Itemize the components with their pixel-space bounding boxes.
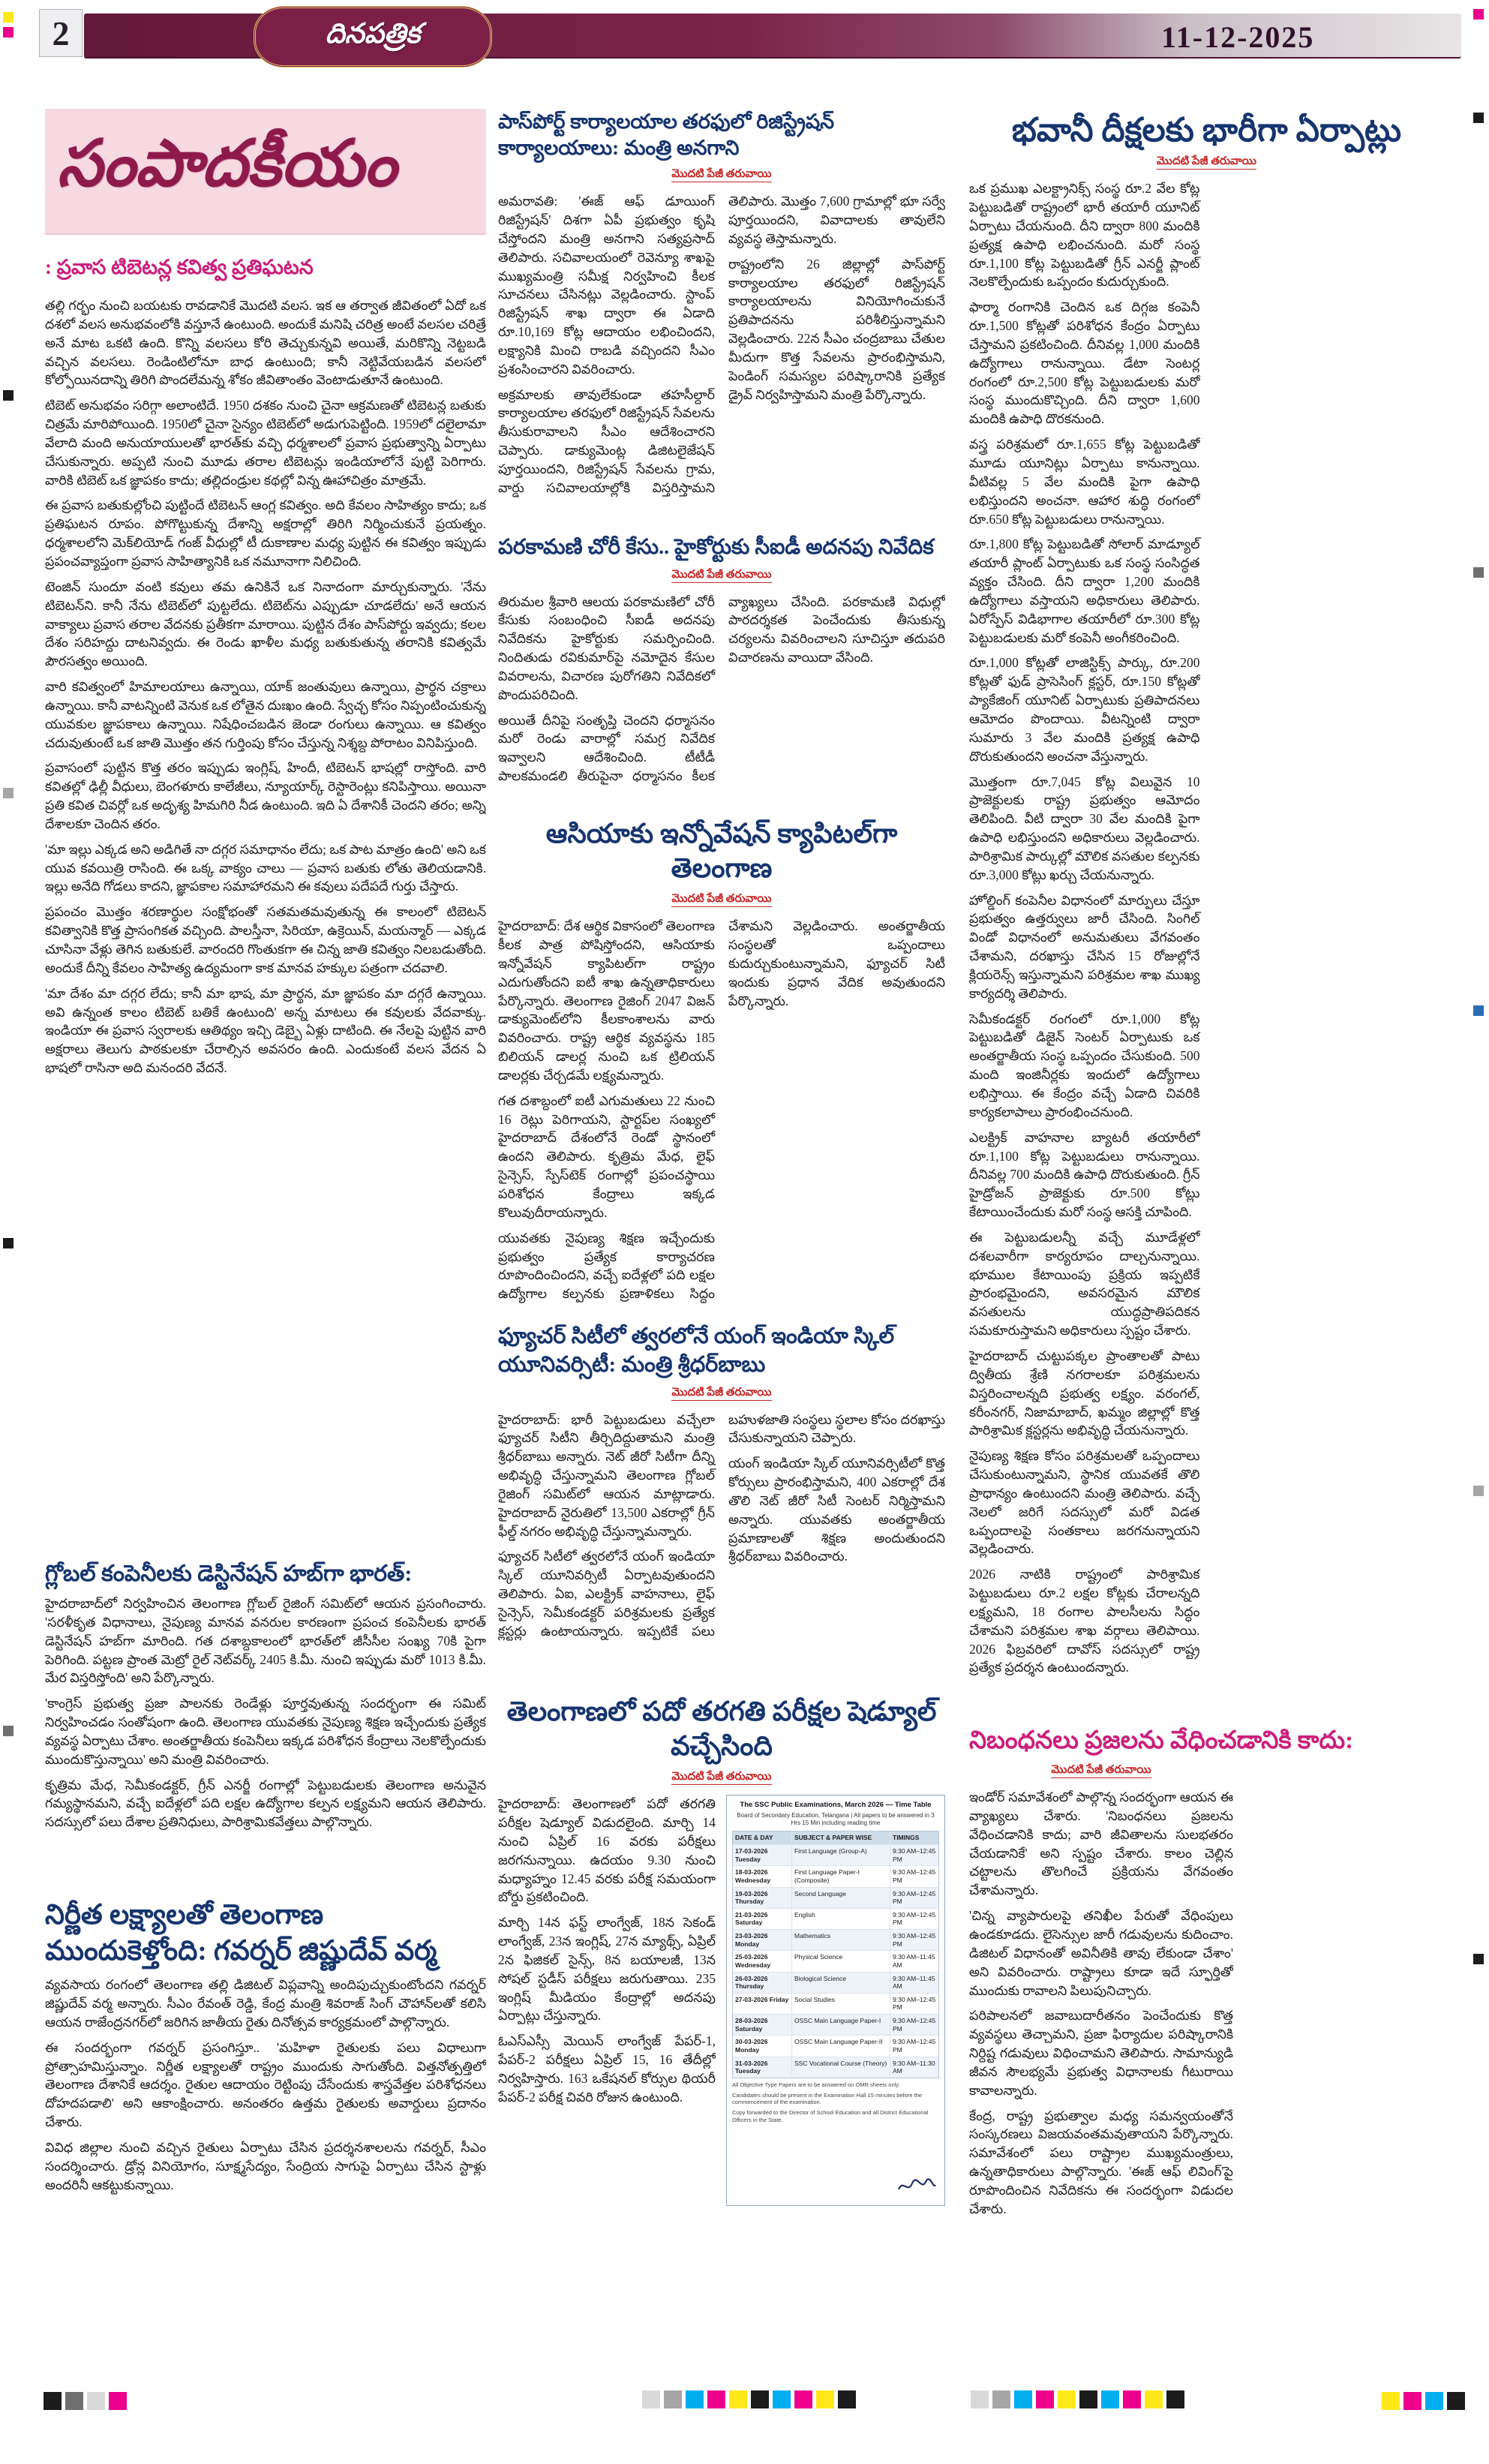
article-body	[498, 1411, 945, 1675]
paragraph: తిరుమల శ్రీవారి ఆలయ పరకామణిలో చోరీ కేసుకు సంబంధించి సీఐడీ అదనపు నివేదికను హైకోర్టుకు సమర్పించింది. నిందితుడు రవికుమార్‌పై నమోదైన కేసుల వివరాలను, విచారణ పురోగతిని నివేదికలో పొందుపరిచింది.	[498, 593, 715, 702]
signature-mark	[896, 2176, 937, 2199]
registration-mark	[1473, 113, 1484, 127]
continuation-byline-text: మొదటి పేజీ తరువాయి	[671, 1387, 771, 1401]
continuation-byline-text: మొదటి పేజీ తరువాయి	[671, 168, 771, 182]
paragraph: నైపుణ్య శిక్షణ కోసం పరిశ్రమలతో ఒప్పందాలు చేసుకుంటున్నామని, స్థానిక యువతకే తొలి ప్రాధాన్యం ఉంటుందని మంత్రి తెలిపారు. వచ్చే నెలలో జరిగే సదస్సులో మరో విడత ఒప్పందాలపై సంతకాలు జరగనున్నాయని వెల్లడించారు.	[969, 1448, 1200, 1557]
paragraph: అమరావతి: 'ఈజ్ ఆఫ్ డూయింగ్ రిజిస్ట్రేషన్' దిశగా ఏపీ ప్రభుత్వం కృషి చేస్తోందని మంత్రి అనగాని సత్యప్రసాద్ తెలిపారు. సచివాలయంలో రెవెన్యూ శాఖపై ముఖ్యమంత్రి సమీక్ష నిర్వహించి కీలక సూచనలు చేసినట్లు వెల్లడించారు. స్టాంప్ రిజిస్ట్రేషన్ శాఖ ద్వారా ఈ ఏడాది రూ.10,169 కోట్ల ఆదాయం లభించిందని, లక్ష్యానికి మించి రాబడి వచ్చిందని సీఎం ప్రశంసించారని వివరించారు.	[498, 194, 715, 377]
paragraph: యంగ్ ఇండియా స్కిల్ యూనివర్సిటీలో కొత్త కోర్సులు ప్రారంభిస్తామని, 400 ఎకరాల్లో దేశ తొలి నెట్ జీరో సిటీ సెంటర్ నిర్మిస్తామని అన్నారు. యువతకు అంతర్జాతీయ ప్రమాణాలతో శిక్షణ అందుతుందని శ్రీధర్‌బాబు వివరించారు.	[728, 1456, 945, 1564]
table-row	[733, 1909, 938, 1930]
ssc-content-row	[498, 1795, 945, 2212]
paragraph: ఎలక్ట్రిక్ వాహనాల బ్యాటరీ తయారీలో రూ.1,100 కోట్ల పెట్టుబడులు రానున్నాయి. దీనివల్ల 700 మందికి ఉపాధి దొరుకుతుంది. గ్రీన్ హైడ్రోజన్ ప్రాజెక్టుకు రూ.500 కోట్లు కేటాయించేందుకు మరో సంస్థ ఆసక్తి చూపింది.	[969, 1129, 1200, 1220]
newspaper-logo-text: దినపత్రిక	[325, 18, 421, 50]
article-body	[498, 917, 945, 1303]
table-row	[733, 2036, 938, 2057]
article-heading: పరకామణి చోరీ కేసు.. హైకోర్టుకు సీఐడీ అదనపు నివేదిక	[498, 536, 934, 560]
article-body-governor	[45, 1976, 486, 2270]
continuation-byline-text: మొదటి పేజీ తరువాయి	[1051, 1764, 1151, 1778]
table-cell: 26-03-2026 Thursday	[735, 1974, 768, 1991]
table-cell: 9:30 AM–12:45 PM	[893, 1889, 936, 1906]
paragraph: 'మా దేశం మా దగ్గర లేదు; కానీ మా భాష, మా ప్రార్థన, మా జ్ఞాపకం మా దగ్గరే ఉన్నాయి. అవి ఉన్నంత కాలం టిబెట్ బతికే ఉంటుంది' అన్న మాటలు ఈ కవులకు వేదవాక్కు. ఇండియా ఈ ప్రవాస స్వరాలకు ఆతిథ్యం ఇచ్చి డెబ్బై ఏళ్లు దాటింది. ఈ నేలపై పుట్టిన వారి అక్షరాలు తెలుగు పాఠకులకూ చేరాల్సిన అవసరం ఉంది. ఎందుకంటే వలస వేదన ఏ భాషలో రాసినా అది మనందరి వేదనే.	[45, 985, 486, 1076]
paragraph: 'కాంగ్రెస్ ప్రభుత్వ ప్రజా పాలనకు రెండేళ్లు పూర్తవుతున్న సందర్భంగా ఈ సమిట్ నిర్వహించడం సంతోషంగా ఉంది. తెలంగాణ యువతకు నైపుణ్య శిక్షణ ఇచ్చేందుకు ప్రత్యేక వ్యవస్థ ఏర్పాటు చేశాం. అంతర్జాతీయ కంపెనీలు ఇక్కడ పరిశోధన కేంద్రాలు నెలకొల్పేందుకు ముందుకొస్తున్నాయి' అని మంత్రి వివరించారు.	[45, 1696, 486, 1767]
paragraph: అయితే దీనిపై సంతృప్తి చెందని ధర్మాసనం మరో రెండు వారాల్లో సమగ్ర నివేదిక ఇవ్వాలని ఆదేశించింది. టీటీడీ పాలకమండలి తీరుపైనా ధర్మాసనం కీలక వ్యాఖ్యలు చేసింది. పరకామణి విధుల్లో పారదర్శకత పెంచేందుకు తీసుకున్న చర్యలను వివరించాలని సూచిస్తూ తదుపరి విచారణను వాయిదా వేసింది.	[498, 593, 945, 784]
article-body	[498, 1795, 716, 2212]
paragraph: ఒక ప్రముఖ ఎలక్ట్రానిక్స్ సంస్థ రూ.2 వేల కోట్ల పెట్టుబడితో రాష్ట్రంలో భారీ తయారీ యూనిట్ ఏర్పాటు చేయనుంది. దీని ద్వారా 800 మందికి ప్రత్యక్ష ఉపాధి లభించనుంది. మరో సంస్థ రూ.1,100 కోట్ల పెట్టుబడితో గ్రీన్ ఎనర్జీ ప్లాంట్ నెలకొల్పేందుకు ఒప్పందం కుదుర్చుకుంది.	[969, 181, 1200, 290]
paragraph: మొత్తంగా రూ.7,045 కోట్ల విలువైన 10 ప్రాజెక్టులకు రాష్ట్ర ప్రభుత్వం ఆమోదం తెలిపింది. వీటి ద్వారా 30 వేల మందికి పైగా ఉపాధి లభిస్తుందని అధికారులు వెల్లడించారు. పారిశ్రామిక పార్కుల్లో మౌలిక వసతుల కల్పనకు రూ.3,000 కోట్లు ఖర్చు చేయనున్నారు.	[969, 774, 1200, 882]
table-cell: 9:30 AM–11:45 AM	[893, 1953, 935, 1969]
editorial-column	[45, 109, 486, 2270]
paragraph: మార్చి 14న ఫస్ట్ లాంగ్వేజ్, 18న సెకండ్ లాంగ్వేజ్, 23న ఇంగ్లిష్, 27న మ్యాథ్స్, ఏప్రిల్ 2న ఫిజికల్ సైన్స్, 8న బయాలజీ, 13న సోషల్ స్టడీస్ పరీక్షలు జరుగుతాయి. 235 ఇంగ్లిష్ మీడియం కేంద్రాల్లో అదనపు ఏర్పాట్లు చేస్తున్నారు.	[498, 1915, 716, 2024]
paragraph: వ్యవసాయ రంగంలో తెలంగాణ తల్లి డిజిటల్ విప్లవాన్ని అందిపుచ్చుకుంటోందని గవర్నర్ జిష్ణుదేవ్ వర్మ అన్నారు. సీఎం రేవంత్ రెడ్డి, కేంద్ర మంత్రి శివరాజ్ సింగ్ చౌహాన్‌లతో కలిసి ఆయన రాజేంద్రనగర్‌లో జరిగిన జాతీయ రైతు దినోత్సవ కార్యక్రమంలో పాల్గొన్నారు.	[45, 1977, 486, 2030]
paragraph: ఈ ప్రవాస బతుకుల్లోంచి పుట్టిందే టిబెటన్ ఆంగ్ల కవిత్వం. అది కేవలం సాహిత్యం కాదు; ఒక ప్రతిఘటన రూపం. పోగొట్టుకున్న దేశాన్ని అక్షరాల్లో తిరిగి నిర్మించుకునే ప్రయత్నం. ధర్మశాలలోని మెక్‌లియోడ్ గంజ్ వీధుల్లో టీ దుకాణాల మధ్య పుట్టిన ఈ కవిత్వం ఇప్పుడు ప్రపంచవ్యాప్తంగా ప్రవాస సాహిత్యానికి ఒక నమూనాగా నిలిచింది.	[45, 497, 486, 569]
article-body	[498, 593, 945, 797]
article-innovation-capital	[498, 816, 945, 1304]
article-ssc-schedule	[498, 1694, 945, 2213]
table-cell: First Language (Group-A)	[791, 1845, 890, 1865]
paragraph: 2026 నాటికి రాష్ట్రంలో పారిశ్రామిక పెట్టుబడులు రూ.2 లక్షల కోట్లకు చేరాలన్నది లక్ష్యమని, 18 రంగాల పాలసీలను సిద్ధం చేశామని పరిశ్రమల శాఖ వర్గాలు తెలిపాయి. 2026 ఫిబ్రవరిలో దావోస్ సదస్సులో రాష్ట్ర ప్రత్యేక ప్రదర్శన ఉంటుందన్నారు.	[969, 1567, 1200, 1675]
paragraph: రూ.1,000 కోట్లతో లాజిస్టిక్స్ పార్కు, రూ.200 కోట్లతో ఫుడ్ ప్రాసెసింగ్ క్లస్టర్, రూ.150 కోట్లతో ప్యాకేజింగ్ యూనిట్ ఏర్పాటుకు ప్రతిపాదనలు ఆమోదం పొందాయి. వీటన్నింటి ద్వారా సుమారు 3 వేల మందికి ప్రత్యక్ష ఉపాధి దొరుకుతుందని అంచనా వేస్తున్నారు.	[969, 655, 1200, 764]
registration-mark	[3, 12, 14, 26]
paragraph: హైదరాబాద్: దేశ ఆర్థిక వికాసంలో తెలంగాణ కీలక పాత్ర పోషిస్తోందని, ఆసియాకు ఇన్నోవేషన్ క్యాపిటల్‌గా రాష్ట్రం ఎదుగుతోందని ఐటీ శాఖ ఉన్నతాధికారులు పేర్కొన్నారు. తెలంగాణ రైజింగ్ 2047 విజన్ డాక్యుమెంట్‌లోని కీలకాంశాలను వారు వివరించారు. రాష్ట్ర ఆర్థిక వ్యవస్థను 185 బిలియన్ డాలర్ల నుంచి ఒక ట్రిలియన్ డాలర్లకు చేర్చడమే లక్ష్యమన్నారు.	[498, 918, 715, 1083]
paragraph: 'చిన్న వ్యాపారులపై తనిఖీల పేరుతో వేధింపులు ఉండకూడదు. లైసెన్సుల జారీ గడువులను కుదించాం. డిజిటల్ విధానంతో అవినీతికి తావు లేకుండా చేశాం' అని వివరించారు. రాష్ట్రాలు కూడా ఇదే స్ఫూర్తితో ముందుకు రావాలని పిలుపునిచ్చారు.	[969, 1908, 1233, 1998]
table-cell: 25-03-2026 Wednesday	[735, 1953, 771, 1969]
table-cell: OSSC Main Language Paper-I	[791, 2015, 890, 2035]
paragraph: ఈ సందర్భంగా గవర్నర్ ప్రసంగిస్తూ.. 'మహిళా రైతులకు పలు విధాలుగా ప్రోత్సాహమిస్తున్నాం. నిర్ణీత లక్ష్యాలతో రాష్ట్రం ముందుకు సాగుతోంది. విత్తనోత్పత్తిలో తెలంగాణ దేశానికే ఆదర్శం. రైతుల ఆదాయం రెట్టింపు చేసేందుకు శాస్త్రవేత్తల పరిశోధనలు దోహదపడాలి' అని ఆకాంక్షించారు. అనంతరం ఉత్తమ రైతులకు అవార్డులు ప్రదానం చేశారు.	[45, 2039, 486, 2130]
right-column	[969, 109, 1444, 2313]
paragraph: అక్రమాలకు తావులేకుండా తహసీల్దార్ కార్యాలయాల తరఫులో రిజిస్ట్రేషన్ సేవలను తీసుకురావాలని సీఎం ఆదేశించారని చెప్పారు. డాక్యుమెంట్ల డిజిటలైజేషన్ పూర్తయిందని, రిజిస్ట్రేషన్ సేవలను గ్రామ, వార్డు సచివాలయాల్లోకి విస్తరిస్తామని తెలిపారు. మొత్తం 7,600 గ్రామాల్లో భూ సర్వే పూర్తయిందని, వివాదాలకు తావులేని వ్యవస్థ తెస్తామన్నారు.	[498, 194, 945, 495]
registration-mark	[3, 1238, 14, 1252]
table-cell: Biological Science	[791, 1973, 890, 1993]
issue-date: 11-12-2025	[1161, 20, 1315, 54]
paragraph: 'మా ఇల్లు ఎక్కడ అని అడిగితే నా దగ్గర సమాధానం లేదు; ఒక పాట మాత్రం ఉంది' అని ఒక యువ కవయిత్రి రాసింది. ఈ ఒక్క వాక్యం చాలు — ప్రవాస బతుకు లోతు తెలియడానికి. ఇల్లు అనేది గోడలు కాదని, జ్ఞాపకాల సమాహారమని ఈ కవులు పదేపదే గుర్తు చేస్తారు.	[45, 841, 486, 894]
table-cell: Physical Science	[791, 1951, 890, 1971]
paragraph: Copy forwarded to the Director of School Education and all District Educational Officers in the State.	[732, 2109, 929, 2123]
article-body	[498, 192, 945, 515]
color-bar-center-left	[642, 2390, 856, 2408]
paragraph: టిబెట్ అనుభవం సరిగ్గా అలాంటిదే. 1950 దశకం నుంచి చైనా ఆక్రమణతో టిబెటన్ల బతుకు చిత్రమే మారిపోయింది. 1950లో చైనా సైన్యం టిబెట్‌లో అడుగుపెట్టింది. 1959లో దలైలామా వేలాది మంది అనుయాయులతో భారత్‌కు వచ్చి ధర్మశాలలో ప్రవాస ప్రభుత్వాన్ని ఏర్పాటు చేసుకున్నారు. అప్పటి నుంచి మూడు తరాల టిబెటన్లు ఇండియాలోనే పుట్టి పెరిగారు. వారికి టిబెట్ ఒక జ్ఞాపకం కాదు; తల్లిదండ్రుల కథల్లో విన్న ఊహాచిత్రం మాత్రమే.	[45, 398, 486, 488]
table-row	[733, 1845, 938, 1866]
table-cell: Social Studies	[791, 1994, 890, 2014]
continuation-byline-text: మొదటి పేజీ తరువాయి	[671, 1771, 771, 1785]
article-heading-regulations: నిబంధనలు ప్రజలను వేధించడానికి కాదు:	[969, 1727, 1354, 1755]
paragraph: ఫ్యూచర్ సిటీలో త్వరలోనే యంగ్ ఇండియా స్కిల్ యూనివర్సిటీ ఏర్పాటవుతుందని తెలిపారు. ఏఐ, ఎలక్ట్రిక్ వాహనాలు, లైఫ్ సైన్సెస్, సెమీకండక్టర్ పరిశ్రమలకు ప్రత్యేక క్లస్టర్లు ఉంటాయన్నారు. ఇప్పటికే పలు బహుళజాతి సంస్థలు స్థలాల కోసం దరఖాస్తు చేసుకున్నాయని చెప్పారు.	[498, 1411, 945, 1639]
paragraph: కృత్రిమ మేధ, సెమీకండక్టర్, గ్రీన్ ఎనర్జీ రంగాల్లో పెట్టుబడులకు తెలంగాణ అనువైన గమ్యస్థానమని, వచ్చే ఐదేళ్లలో పది లక్షల ఉద్యోగాల కల్పన లక్ష్యమని ఆయన తెలిపారు. సదస్సులో పలు దేశాల ప్రతినిధులు, పారిశ్రామికవేత్తలు పాల్గొన్నారు.	[45, 1777, 486, 1830]
table-cell: 17-03-2026 Tuesday	[735, 1847, 768, 1863]
exam-table-subtitle: Board of Secondary Education, Telangana | All papers to be answered in 3 Hrs 15 Min including reading time	[737, 1812, 935, 1827]
paragraph: హోల్డింగ్ కంపెనీల విధానంలో మార్పులు చేస్తూ ప్రభుత్వం ఉత్తర్వులు జారీ చేసింది. సింగిల్ విండో విధానంలో అనుమతులు వేగవంతం చేశామని, దరఖాస్తు చేసిన 15 రోజుల్లోనే క్లియరెన్స్ ఇస్తున్నామని పరిశ్రమల శాఖ ముఖ్య కార్యదర్శి తెలిపారు.	[969, 892, 1200, 1001]
editorial-masthead	[45, 109, 486, 235]
table-cell: First Language Paper-I (Composite)	[791, 1866, 890, 1886]
table-cell: 27-03-2026 Friday	[735, 1995, 789, 2003]
exam-timetable	[726, 1795, 945, 2206]
paragraph: సెమీకండక్టర్ రంగంలో రూ.1,000 కోట్ల పెట్టుబడితో డిజైన్ సెంటర్ ఏర్పాటుకు ఒక అంతర్జాతీయ సంస్థ ఒప్పందం చేసుకుంది. 500 మంది ఇంజినీర్లకు ఇందులో ఉద్యోగాలు లభిస్తాయి. ఈ కేంద్రం వచ్చే ఏడాది చివరికి కార్యకలాపాలు ప్రారంభించనుంది.	[969, 1011, 1200, 1119]
table-cell: Second Language	[791, 1888, 890, 1908]
exam-table-title: The SSC Public Examinations, March 2026 — Time Table	[740, 1801, 932, 1810]
continuation-byline	[498, 892, 945, 908]
registration-mark	[1473, 1005, 1484, 1020]
paragraph: వారి కవిత్వంలో హిమాలయాలు ఉన్నాయి, యాక్ జంతువులు ఉన్నాయి, ప్రార్థన చక్రాలు ఉన్నాయి. కానీ వాటన్నింటి వెనుక ఒక లోతైన దుఃఖం ఉంది. స్వేచ్ఛ కోసం నిప్పంటించుకున్న యువకుల జ్ఞాపకాలు ఉన్నాయి. నిషేధించబడిన జెండా రంగులు ఉన్నాయి. ఆ కవిత్వం చదువుతుంటే ఒక జాతి మొత్తం తన గుర్తింపు కోసం చేస్తున్న నిశ్శబ్ద పోరాటం వినిపిస్తుంది.	[45, 679, 486, 750]
table-cell: 18-03-2026 Wednesday	[735, 1868, 771, 1884]
paragraph: కేంద్ర, రాష్ట్ర ప్రభుత్వాల మధ్య సమన్వయంతోనే సంస్కరణలు విజయవంతమవుతాయని పేర్కొన్నారు. సమావేశంలో పలు రాష్ట్రాల ముఖ్యమంత్రులు, ఉన్నతాధికారులు పాల్గొన్నారు. 'ఈజ్ ఆఫ్ లివింగ్'పై రూపొందించిన నివేదికను ఈ సందర్భంగా విడుదల చేశారు.	[969, 2108, 1233, 2216]
paragraph: వివిధ జిల్లాల నుంచి వచ్చిన రైతులు ఏర్పాటు చేసిన ప్రదర్శనశాలలను గవర్నర్, సీఎం సందర్శించారు. డ్రోన్ల వినియోగం, సూక్ష్మసేద్యం, సేంద్రియ సాగుపై ఏర్పాటు చేసిన స్టాళ్లు అందరినీ ఆకట్టుకున్నాయి.	[45, 2139, 486, 2192]
paragraph: యువతకు నైపుణ్య శిక్షణ ఇచ్చేందుకు ప్రభుత్వం ప్రత్యేక కార్యాచరణ రూపొందించిందని, వచ్చే ఐదేళ్లలో పది లక్షల ఉద్యోగాల కల్పనకు ప్రణాళికలు సిద్ధం చేశామని వెల్లడించారు. అంతర్జాతీయ సంస్థలతో ఒప్పందాలు కుదుర్చుకుంటున్నామని, ఫ్యూచర్ సిటీ ఇందుకు ప్రధాన వేదిక అవుతుందని పేర్కొన్నారు.	[498, 918, 945, 1302]
table-cell: 30-03-2026 Monday	[735, 2038, 768, 2054]
table-row	[733, 1994, 938, 2015]
paragraph: హైదరాబాద్ చుట్టుపక్కల ప్రాంతాలతో పాటు ద్వితీయ శ్రేణి నగరాలకూ పరిశ్రమలను విస్తరించాలన్నది ప్రభుత్వ లక్ష్యం. వరంగల్, కరీంనగర్, నిజామాబాద్, ఖమ్మం జిల్లాల్లో కొత్త పారిశ్రామిక క్లస్టర్లను అభివృద్ధి చేయనున్నారు.	[969, 1348, 1200, 1438]
table-cell: 9:30 AM–12:45 PM	[893, 1910, 936, 1927]
continuation-byline	[498, 1386, 945, 1402]
article-body-global-hub	[45, 1594, 486, 1874]
paragraph: గత దశాబ్దంలో ఐటీ ఎగుమతులు 22 నుంచి 16 రెట్లు పెరిగాయని, స్టార్టప్‌ల సంఖ్యలో హైదరాబాద్ దేశంలోనే రెండో స్థానంలో ఉందని తెలిపారు. కృత్రిమ మేధ, లైఫ్ సైన్సెస్, స్పేస్‌టెక్ రంగాల్లో ప్రపంచస్థాయి పరిశోధన కేంద్రాలు ఇక్కడ కొలువుదీరాయన్నారు.	[498, 1092, 715, 1220]
registration-mark	[3, 390, 14, 404]
table-row	[733, 1951, 938, 1972]
table-row	[733, 1888, 938, 1909]
table-row	[733, 1866, 938, 1887]
paragraph: హైదరాబాద్‌లో నిర్వహించిన తెలంగాణ గ్లోబల్ రైజింగ్ సమిట్‌లో ఆయన ప్రసంగించారు. 'సరళీకృత విధానాలు, నైపుణ్య మానవ వనరుల కారణంగా ప్రపంచ కంపెనీలకు భారత్ డెస్టినేషన్ హబ్‌గా మారింది. గత దశాబ్దకాలంలో భారత్‌లో జీసీసీల సంఖ్య 70కి పైగా పెరిగింది. పట్టణ ప్రాంత మెట్రో రైల్ నెట్‌వర్క్ 2405 కి.మీ. నుంచి ఇప్పుడు మరో 1013 కి.మీ. మేర విస్తరిస్తోంది' అని పేర్కొన్నారు.	[45, 1596, 486, 1686]
paragraph: ఈ పెట్టుబడులన్నీ వచ్చే మూడేళ్లలో దశలవారీగా కార్యరూపం దాల్చనున్నాయి. భూముల కేటాయింపు ప్రక్రియ ఇప్పటికే ప్రారంభమైందని, అవసరమైన మౌలిక వసతులను యుద్ధప్రాతిపదికన సమకూరుస్తామని అధికారులు స్పష్టం చేశారు.	[969, 1229, 1200, 1339]
registration-mark	[3, 1726, 14, 1740]
registration-mark	[1473, 1954, 1484, 1968]
paragraph: తల్లి గర్భం నుంచి బయటకు రావడానికే మొదటి వలస. ఇక ఆ తర్వాత జీవితంలో ఏదో ఒక దశలో వలస అనుభవంలోకి వస్తూనే ఉంటుంది. అందుకే మనిషి చరిత్ర అంటే వలసల చరిత్రే అనే మాట ఒకటి ఉంది. కొన్ని వలసలు కోరి తెచ్చుకున్నవి అయితే, మరికొన్ని నెట్టబడి వచ్చిన వలసలు. రెండింటిలోనూ బాధ ఉంటుంది; కానీ నెట్టివేయబడిన వలసలో కోల్పోయినదాన్ని తిరిగి పొందలేమన్న శోకం జీవితాంతం వెంటాడుతూనే ఉంటుంది.	[45, 298, 486, 388]
paragraph: పరిపాలనలో జవాబుదారీతనం పెంచేందుకు కొత్త వ్యవస్థలు తెచ్చామని, ప్రజా ఫిర్యాదుల పరిష్కారానికి నిర్దిష్ట గడువులు విధించామని తెలిపారు. సామాన్యుడి జీవన సౌలభ్యమే ప్రభుత్వ విధానాలకు గీటురాయి కావాలన్నారు.	[969, 2008, 1233, 2098]
registration-mark	[1473, 9, 1484, 23]
table-cell: Mathematics	[791, 1930, 890, 1950]
paragraph: ఇండోర్ సమావేశంలో పాల్గొన్న సందర్భంగా ఆయన ఈ వ్యాఖ్యలు చేశారు. 'నిబంధనలు ప్రజలను వేధించడానికి కాదు; వారి జీవితాలను సులభతరం చేయడానికే' అని స్పష్టం చేశారు. కాలం చెల్లిన చట్టాలను తొలగించే ప్రక్రియను వేగవంతం చేశామన్నారు.	[969, 1789, 1233, 1898]
table-row	[733, 1973, 938, 1994]
table-cell: 9:30 AM–12:45 PM	[893, 1995, 936, 2012]
paragraph: ప్రపంచం మొత్తం శరణార్థుల సంక్షోభంతో సతమతమవుతున్న ఈ కాలంలో టిబెటన్ కవిత్వానికి కొత్త ప్రాసంగికత వచ్చింది. పాలస్తీనా, సిరియా, ఉక్రెయిన్, మయన్మార్ — ఎక్కడ చూసినా వేళ్లు తెగిన బతుకులే. వారందరి గొంతుకగా ఈ చిన్న జాతి కవిత్వం నిలబడుతోంది. అందుకే దీన్ని కేవలం సాహిత్య ఉద్యమంగా కాక మానవ హక్కుల పత్రంగా చదవాలి.	[45, 904, 486, 975]
continuation-byline	[969, 155, 1444, 170]
table-cell: 28-03-2026 Saturday	[735, 2017, 768, 2033]
article-body-regulations	[969, 1788, 1233, 2313]
article-heading-global-hub: గ్లోబల్ కంపెనీలకు డెస్టినేషన్ హబ్‌గా భారత్:	[45, 1561, 413, 1586]
table-row	[733, 1930, 938, 1951]
article-skill-university	[498, 1323, 945, 1674]
editorial-masthead-text: సంపాదకీయం	[57, 127, 397, 200]
article-body-bhavani	[969, 179, 1444, 1702]
color-bar-center-right	[971, 2390, 1184, 2408]
article-heading-bhavani: భవానీ దీక్షలకు భారీగా ఏర్పాట్లు	[1011, 112, 1402, 149]
table-cell: 21-03-2026 Saturday	[735, 1910, 768, 1927]
middle-column	[498, 109, 945, 2231]
paragraph: ప్రవాసంలో పుట్టిన కొత్త తరం ఇప్పుడు ఇంగ్లిష్, హిందీ, టిబెటన్ భాషల్లో రాస్తోంది. వారి కవితల్లో ఢిల్లీ వీధులు, బెంగళూరు కాలేజీలు, న్యూయార్క్ రెస్టారెంట్లు కనిపిస్తాయి. అయినా ప్రతి కవిత చివర్లో ఒక అదృశ్య హిమగిరి నీడ ఉంటుంది. ఇది ఏ దేశానికీ చెందని తరం; అన్ని దేశాలకూ చెందిన తరం.	[45, 760, 486, 831]
paragraph: ఓఎస్ఎస్సీ మెయిన్ లాంగ్వేజ్ పేపర్-1, పేపర్-2 పరీక్షలు ఏప్రిల్ 15, 16 తేదీల్లో నిర్వహిస్తారు. 163 ఒకేషనల్ కోర్సుల థియరీ పేపర్-2 పరీక్ష చివరి రోజున ఉంటుంది.	[498, 2033, 716, 2105]
table-cell: OSSC Main Language Paper-II	[791, 2036, 890, 2056]
continuation-byline-text: మొదటి పేజీ తరువాయి	[671, 893, 771, 907]
article-heading: ఆసియాకు ఇన్నోవేషన్ క్యాపిటల్‌గా తెలంగాణ	[545, 818, 898, 884]
registration-mark	[3, 788, 14, 802]
article-heading: తెలంగాణలో పదో తరగతి పరీక్షల షెడ్యూల్ వచ్చేసింది	[506, 1696, 937, 1762]
article-parakamani-case	[498, 534, 945, 796]
exam-table-rows	[732, 1831, 939, 2078]
continuation-byline	[498, 1770, 945, 1786]
page-number: 2	[39, 9, 83, 57]
table-row	[733, 2015, 938, 2036]
paragraph: హైదరాబాద్: తెలంగాణలో పదో తరగతి పరీక్షల షెడ్యూల్ విడుదలైంది. మార్చి 14 నుంచి ఏప్రిల్ 16 వరకు పరీక్షలు జరగనున్నాయి. ఉదయం 9.30 నుంచి మధ్యాహ్నం 12.45 వరకు పరీక్ష సమయంగా బోర్డు ప్రకటించింది.	[498, 1796, 716, 1905]
table-cell: 9:30 AM–12:45 PM	[893, 1868, 936, 1884]
table-cell: DATE & DAY	[735, 1834, 773, 1842]
table-cell: 23-03-2026 Monday	[735, 1932, 768, 1948]
paragraph: టెంజిన్ సుందూ వంటి కవులు తమ ఉనికినే ఒక నినాదంగా మార్చుకున్నారు. 'నేను టిబెటన్‌ని. కానీ నేను టిబెట్‌లో పుట్టలేదు. టిబెట్‌ను ఎప్పుడూ చూడలేదు' అనే ఆయన వాక్యాలు ప్రవాస తరాల వేదనకు ప్రతీకగా మారాయి. పుట్టిన దేశం పాస్‌పోర్టు ఇవ్వదు; కలల దేశం సరిహద్దు దాటనివ్వదు. ఈ రెండు ఖాళీల మధ్య బతుకుతున్న తరానికి కవిత్వమే పౌరసత్వం అయింది.	[45, 578, 486, 669]
article-heading-governor: నిర్ణీత లక్ష్యాలతో తెలంగాణ ముందుకెళ్తోంది: గవర్నర్ జిష్ణుదేవ్ వర్మ	[45, 1900, 437, 1967]
article-heading: పాస్‌పోర్ట్ కార్యాలయాల తరఫులో రిజిస్ట్రేషన్ కార్యాలయాలు: మంత్రి అనగాని	[498, 110, 835, 160]
color-bar-left	[44, 2392, 127, 2410]
article-passport-registration	[498, 109, 945, 515]
continuation-byline-text: మొదటి పేజీ తరువాయి	[671, 569, 771, 583]
table-cell: TIMINGS	[893, 1834, 920, 1842]
table-cell: English	[791, 1909, 890, 1929]
table-cell: 19-03-2026 Thursday	[735, 1889, 768, 1906]
paragraph: ఫార్మా రంగానికి చెందిన ఒక దిగ్గజ కంపెనీ రూ.1,500 కోట్లతో పరిశోధన కేంద్రం ఏర్పాటు చేస్తామని ప్రకటించింది. దీనివల్ల 1,000 మందికి ఉద్యోగాలు రానున్నాయి. డేటా సెంటర్ల రంగంలో రూ.2,500 కోట్ల పెట్టుబడులకు మరో సంస్థ ముందుకొచ్చింది. దీని ద్వారా 1,600 మందికి ఉపాధి దొరకనుంది.	[969, 299, 1200, 427]
paragraph: రూ.1,800 కోట్ల పెట్టుబడితో సోలార్ మాడ్యూల్ తయారీ ప్లాంట్ ఏర్పాటుకు ఒక సంస్థ సంసిద్ధత వ్యక్తం చేసింది. దీని ద్వారా 1,200 మందికి ఉద్యోగాలు వస్తాయని అధికారులు తెలిపారు. ఏరోస్పేస్ విడిభాగాల తయారీలో రూ.300 కోట్ల పెట్టుబడులకు మరో కంపెనీ అంగీకరించింది.	[969, 536, 1200, 645]
article-heading: ఫ్యూచర్ సిటీలో త్వరలోనే యంగ్ ఇండియా స్కిల్ యూనివర్సిటీ: మంత్రి శ్రీధర్‌బాబు	[498, 1324, 895, 1377]
exam-table-notes	[732, 2081, 939, 2124]
paragraph: హైదరాబాద్: భారీ పెట్టుబడులు వచ్చేలా ఫ్యూచర్ సిటీని తీర్చిదిద్దుతామని మంత్రి శ్రీధర్‌బాబు అన్నారు. నెట్ జీరో సిటీగా దీన్ని అభివృద్ధి చేస్తున్నామని తెలంగాణ గ్లోబల్ రైజింగ్ సమిట్‌లో ఆయన మాట్లాడారు. హైదరాబాద్ నైరుతిలో 13,500 ఎకరాల్లో గ్రీన్ ఫీల్డ్ నగరం అభివృద్ధి చేస్తున్నామన్నారు.	[498, 1411, 715, 1539]
editorial-subhead: : ప్రవాస టిబెటన్ల కవిత్వ ప్రతిఘటన	[45, 256, 314, 278]
table-cell: SSC Vocational Course (Theory)	[791, 2057, 890, 2078]
continuation-byline	[498, 167, 945, 183]
paragraph: Candidates should be present in the Examination Hall 15 minutes before the commencement of the examination.	[732, 2091, 923, 2106]
registration-mark	[1473, 567, 1484, 581]
table-cell: 9:30 AM–12:45 PM	[893, 1847, 936, 1863]
table-row	[733, 2057, 938, 2078]
article-regulations-wrap	[969, 1763, 1233, 2313]
editorial-body	[45, 296, 486, 1538]
paragraph: రాష్ట్రంలోని 26 జిల్లాల్లో పాస్‌పోర్ట్ కార్యాలయాల తరఫులో రిజిస్ట్రేషన్ కార్యాలయాలను వినియోగించుకునే ప్రతిపాదనను పరిశీలిస్తున్నామని వెల్లడించారు. 22న సీఎం చంద్రబాబు చేతుల మీదుగా కొత్త సేవలను ప్రారంభిస్తామని, పెండింగ్ సమస్యల పరిష్కారానికి ప్రత్యేక డ్రైవ్ నిర్వహిస్తామని మంత్రి పేర్కొన్నారు.	[728, 256, 945, 402]
continuation-byline-text: మొదటి పేజీ తరువాయి	[1157, 155, 1256, 170]
table-row	[733, 1831, 938, 1845]
registration-mark	[3, 27, 14, 41]
newspaper-logo	[254, 6, 492, 68]
table-cell: 9:30 AM–11:45 AM	[893, 1974, 935, 1991]
paragraph: All Objective Type Papers are to be answered on OMR sheets only.	[732, 2081, 900, 2088]
continuation-byline	[969, 1763, 1233, 1779]
color-bar-right	[1382, 2392, 1465, 2410]
continuation-byline	[498, 568, 945, 584]
table-cell: 9:30 AM–12:45 PM	[893, 1932, 936, 1948]
table-cell: SUBJECT & PAPER WISE	[791, 1831, 890, 1844]
table-cell: 31-03-2026 Tuesday	[735, 2059, 768, 2075]
paragraph: వస్త్ర పరిశ్రమలో రూ.1,655 కోట్ల పెట్టుబడితో మూడు యూనిట్లు ఏర్పాటు కానున్నాయి. వీటివల్ల 5 వేల మందికి పైగా ఉపాధి లభిస్తుందని అంచనా. ఆహార శుద్ధి రంగంలో రూ.650 కోట్ల పెట్టుబడులు రానున్నాయి.	[969, 437, 1200, 527]
table-cell: 9:30 AM–12:45 PM	[893, 2038, 936, 2054]
table-cell: 9:30 AM–11:30 AM	[893, 2059, 935, 2075]
table-cell: 9:30 AM–12:45 PM	[893, 2017, 936, 2033]
registration-mark	[1473, 1486, 1484, 1500]
